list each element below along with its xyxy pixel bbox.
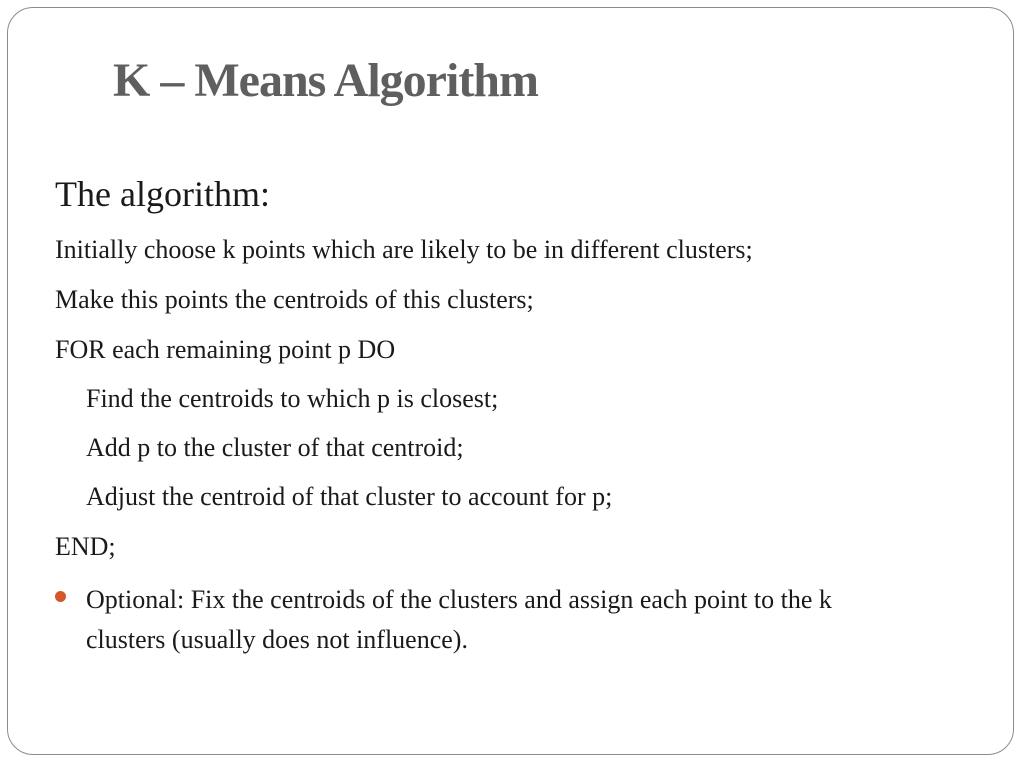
algorithm-line: Initially choose k points which are likely to be in different clusters; — [55, 235, 753, 264]
optional-note-line: clusters (usually does not influence). — [86, 625, 468, 654]
algorithm-line-indented: Find the centroids to which p is closest; — [86, 384, 499, 413]
optional-note-line: Optional: Fix the centroids of the clusters and assign each point to the k — [86, 585, 832, 614]
algorithm-line-indented: Adjust the centroid of that cluster to account for p; — [86, 482, 613, 511]
algorithm-line: FOR each remaining point p DO — [55, 335, 396, 364]
algorithm-line-indented: Add p to the cluster of that centroid; — [86, 433, 464, 462]
optional-note — [86, 580, 986, 660]
bullet-dot-icon — [55, 591, 66, 602]
algorithm-line: END; — [55, 532, 116, 561]
slide-title: K – Means Algorithm — [113, 54, 538, 107]
algorithm-line: Make this points the centroids of this clusters; — [55, 285, 534, 314]
algorithm-heading: The algorithm: — [55, 174, 270, 214]
